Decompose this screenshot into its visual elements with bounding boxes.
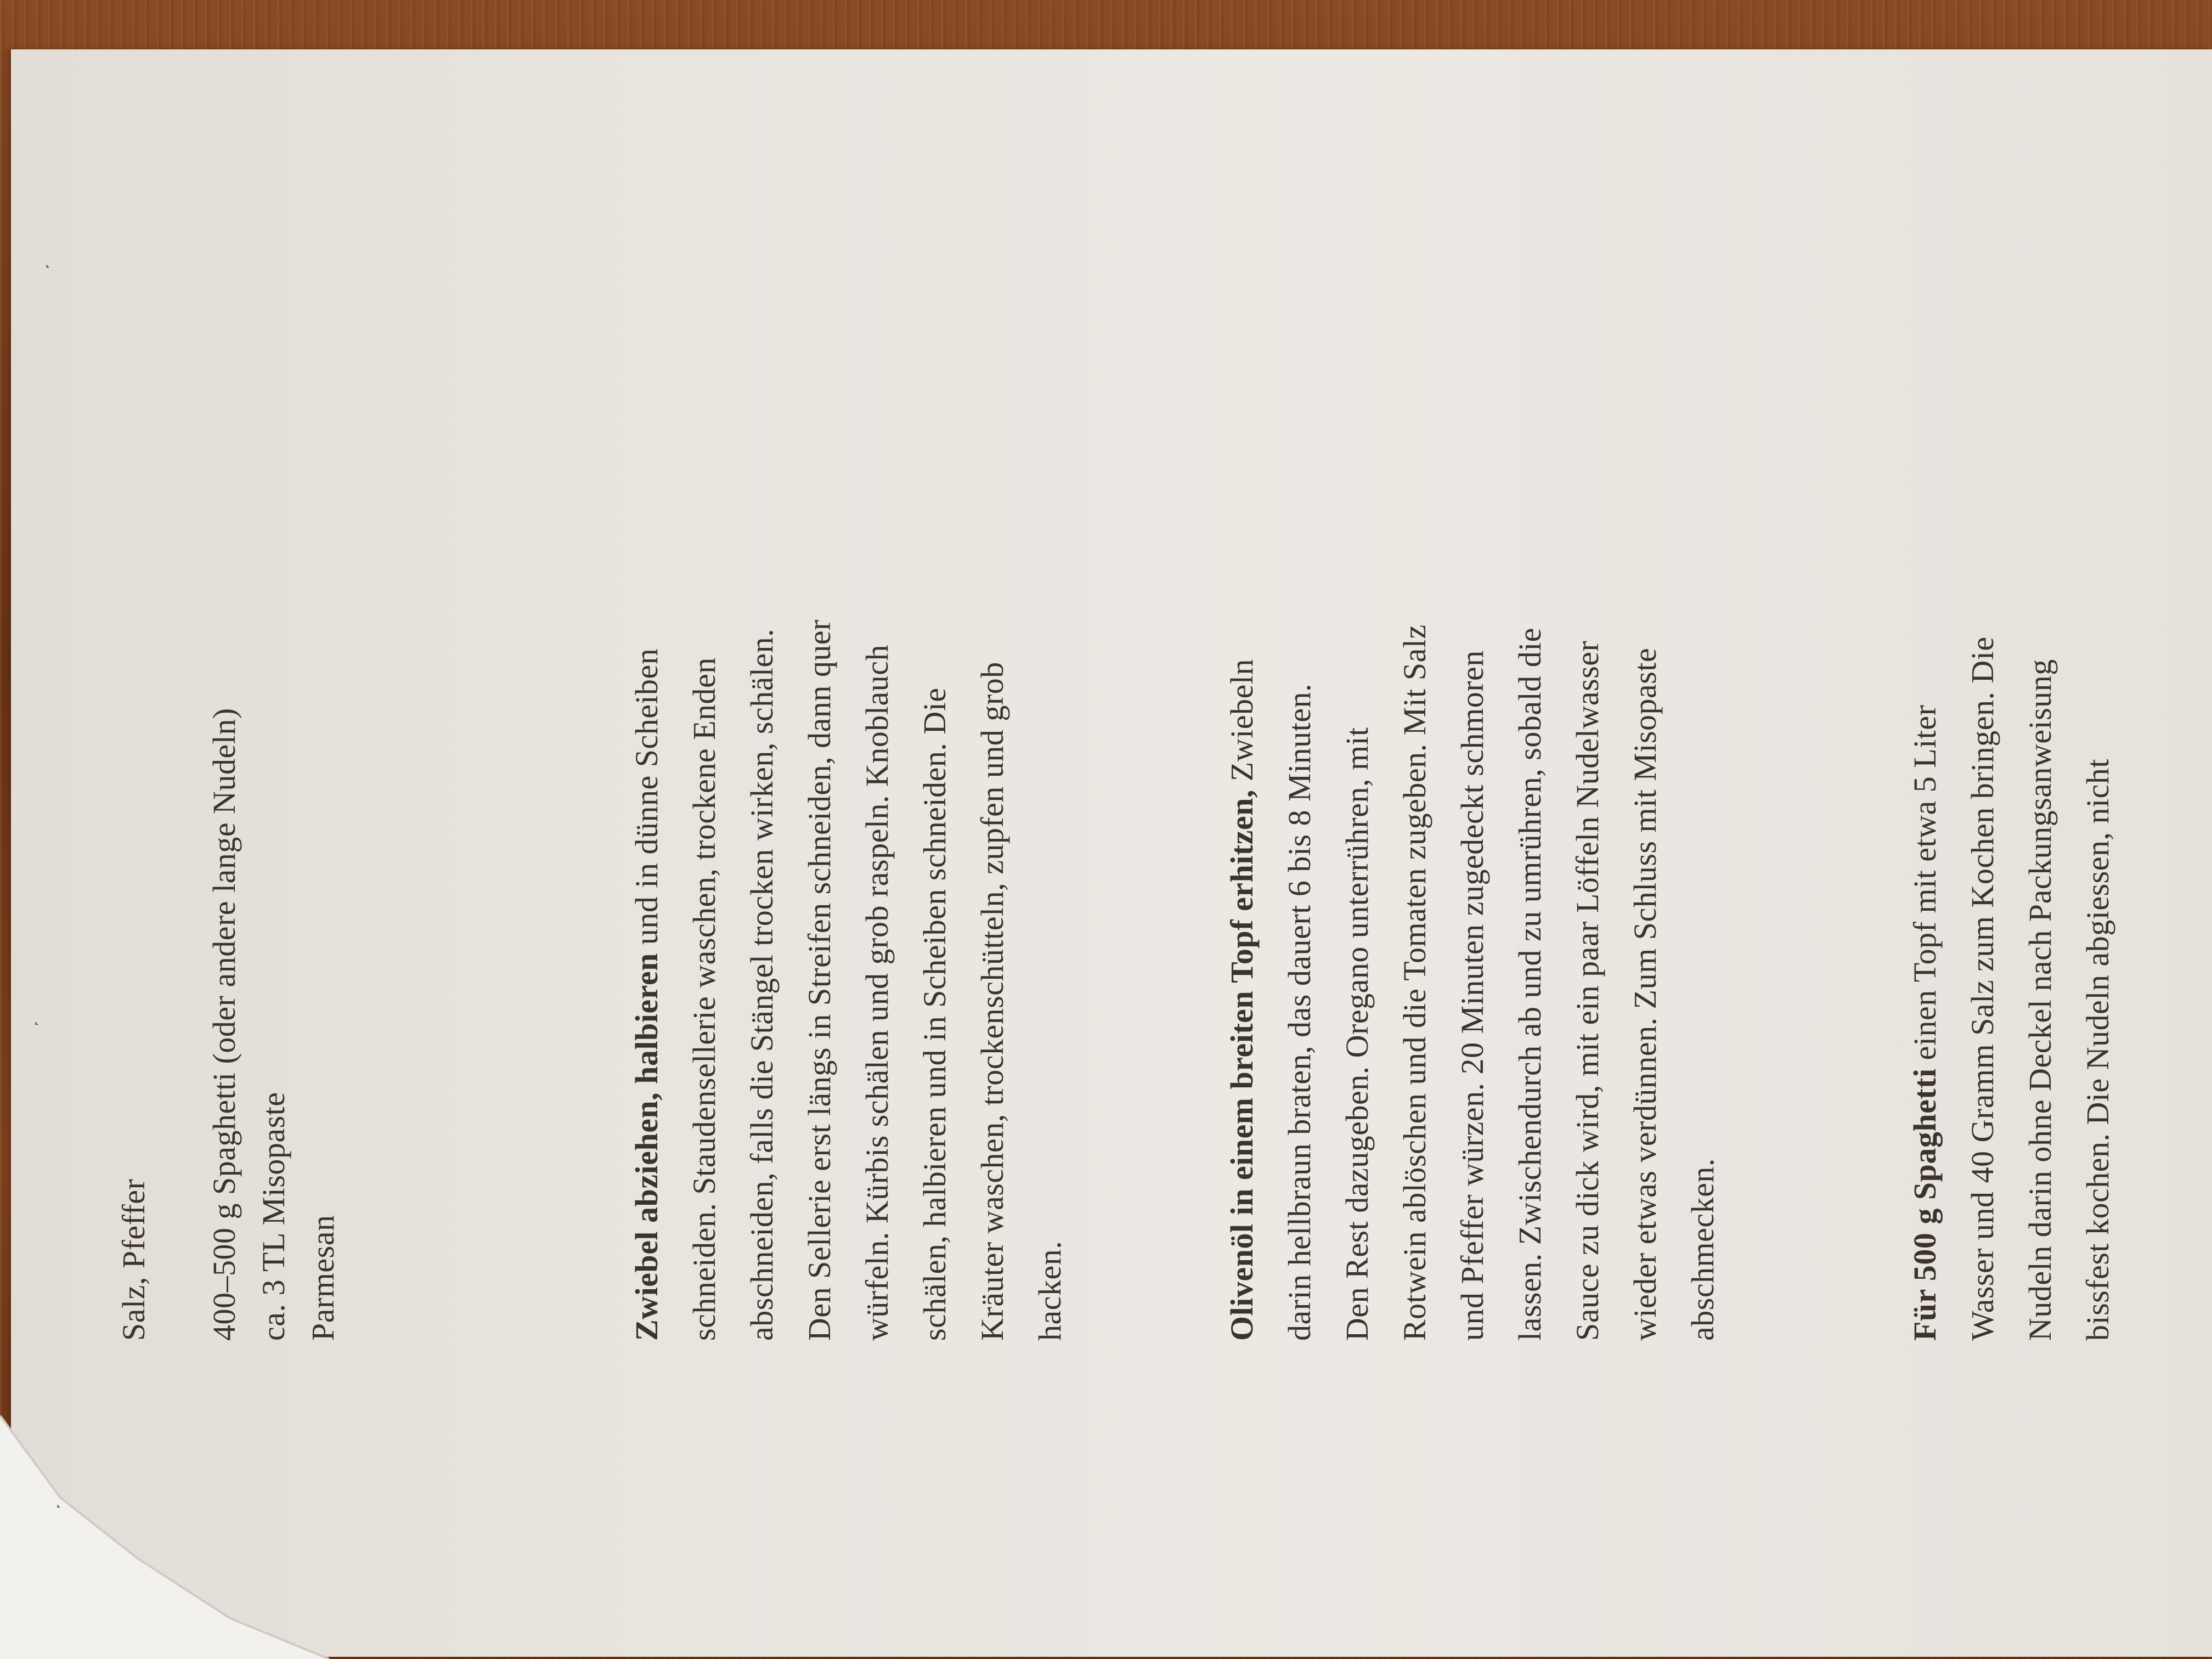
step1-line-3: abschneiden, falls die Stängel trocken wirken, schälen. — [744, 628, 780, 1341]
step1-lead: Zwiebel abziehen, halbieren — [629, 953, 664, 1341]
step1-line-6: schälen, halbieren und in Scheiben schneiden. Die — [917, 687, 952, 1341]
step2-line-4: Rotwein ablöschen und die Tomaten zugeben. Mit Salz — [1397, 624, 1432, 1341]
step1-line-1-rest: und in dünne Scheiben — [629, 648, 664, 953]
step3-line-1 — [1909, 705, 1941, 1341]
step2-line-9: abschmecken. — [1685, 1158, 1720, 1341]
step1-line-4: Den Sellerie erst längs in Streifen schneiden, dann quer — [802, 619, 837, 1341]
step2-line-5: und Pfeffer würzen. 20 Minuten zugedeckt schmoren — [1454, 650, 1490, 1341]
step1-line-8: hacken. — [1032, 1240, 1068, 1341]
ingredient-spaghetti: 400–500 g Spaghetti (oder andere lange Nudeln) — [206, 708, 242, 1341]
step2-lead: Olivenöl in einem breiten Topf erhitzen, — [1224, 789, 1260, 1341]
step2-line-1 — [1226, 659, 1258, 1341]
step2-line-8: wieder etwas verdünnen. Zum Schluss mit Misopaste — [1627, 647, 1663, 1341]
ingredient-parmesan: Parmesan — [305, 1215, 341, 1341]
step1-line-7: Kräuter waschen, trockenschütteln, zupfen und grob — [974, 662, 1010, 1341]
ingredient-salt-pepper: Salz, Pfeffer — [116, 1178, 151, 1341]
step3-lead: Für 500 g Spaghetti — [1907, 1068, 1943, 1341]
step3-line-4: bissfest kochen. Die Nudeln abgiessen, nicht — [2080, 759, 2115, 1341]
step2-line-1-rest: Zwiebeln — [1224, 659, 1260, 790]
step2-line-6: lassen. Zwischendurch ab und zu umrühren, sobald die — [1512, 627, 1548, 1341]
step2-line-7: Sauce zu dick wird, mit ein paar Löffeln Nudelwasser — [1570, 640, 1605, 1341]
punch-mark: ˛ — [44, 252, 51, 269]
step1-line-2: schneiden. Staudensellerie waschen, trockene Enden — [686, 657, 722, 1341]
step1-line-5: würfeln. Kürbis schälen und grob raspeln. Knoblauch — [859, 645, 895, 1341]
step1-line-1 — [631, 648, 663, 1341]
step3-line-2: Wasser und 40 Gramm Salz zum Kochen bringen. Die — [1965, 636, 2000, 1341]
step3-line-1-rest: einen Topf mit etwa 5 Liter — [1907, 704, 1943, 1069]
step3-line-3: Nudeln darin ohne Deckel nach Packungsanweisung — [2022, 659, 2058, 1341]
ingredient-misopaste: ca. 3 TL Misopaste — [256, 1092, 291, 1341]
step2-line-3: Den Rest dazugeben. Oregano unterrühren, mit — [1339, 727, 1375, 1341]
punch-mark: ˛ — [55, 1492, 62, 1509]
step2-line-2: darin hellbraun braten, das dauert 6 bis 8 Minuten. — [1282, 683, 1317, 1341]
punch-mark: ˛ — [33, 1009, 40, 1026]
